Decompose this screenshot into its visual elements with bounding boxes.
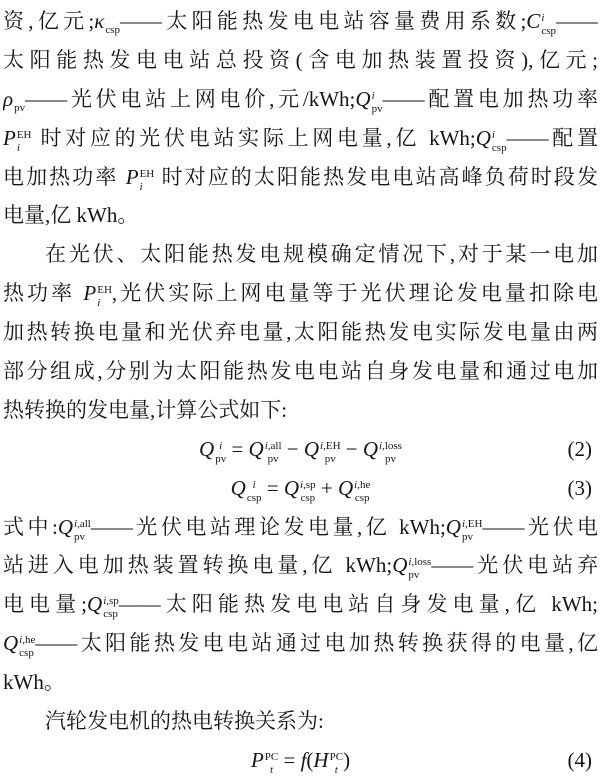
text-line xyxy=(3,546,598,585)
text-line xyxy=(3,196,598,235)
superscript: i,loss xyxy=(408,556,432,569)
equation-line xyxy=(3,741,598,780)
em-dash-rule: —— xyxy=(382,86,425,111)
superscript: i xyxy=(371,89,375,102)
text-line xyxy=(3,158,598,197)
em-dash-rule: —— xyxy=(90,514,133,539)
text-line xyxy=(3,352,598,391)
equation-body xyxy=(250,747,351,776)
text-run: 站进入电加热装置转换电量,亿 kWh; xyxy=(3,553,393,578)
text-line xyxy=(3,313,598,352)
text-line xyxy=(3,274,598,313)
text-line xyxy=(3,80,598,119)
text-run: = xyxy=(261,475,284,500)
text-run: 光伏电站弃 xyxy=(473,553,598,578)
text-line xyxy=(3,235,598,274)
text-line xyxy=(3,585,598,624)
superscript: i,loss xyxy=(379,439,402,452)
subscript: csp xyxy=(491,141,507,154)
em-dash-rule: —— xyxy=(25,86,68,111)
text-run: 太阳能热发电电站总投资(含电加热装置投资),亿元; xyxy=(3,47,598,72)
subscript: i xyxy=(97,297,101,310)
text-run: 热转换的发电量,计算公式如下: xyxy=(3,397,288,422)
text-line xyxy=(3,41,598,80)
em-dash-rule: —— xyxy=(555,9,598,33)
text-line xyxy=(3,702,598,741)
equation-body xyxy=(230,475,371,504)
subscript: csp xyxy=(300,491,316,504)
em-dash-rule: —— xyxy=(482,514,525,539)
math-symbol: Q i,all pv xyxy=(57,514,91,543)
text-line xyxy=(3,508,598,547)
math-symbol: $\kappa_{csp}$ xyxy=(94,9,121,36)
subscript: pv xyxy=(408,569,420,582)
superscript: PC xyxy=(329,750,344,763)
text-run: 电电量; xyxy=(3,592,88,617)
text-run: + xyxy=(315,475,338,500)
math-symbol: Q i,he csp xyxy=(337,475,371,504)
math-symbol: Q i,sp csp xyxy=(87,592,119,621)
math-symbol: P EH i xyxy=(83,281,112,310)
equation-number: (3) xyxy=(567,475,592,500)
text-run: 光伏电站理论发电量,亿 kWh; xyxy=(132,514,446,539)
math-symbol: Q i,loss pv xyxy=(392,553,432,582)
equation-number: (4) xyxy=(567,747,592,772)
superscript: i xyxy=(219,439,223,452)
subscript: pv xyxy=(371,102,383,115)
subscript: pv xyxy=(324,452,336,465)
subscript: pv xyxy=(267,452,279,465)
text-run: 太阳能热发电电站容量费用系数; xyxy=(162,9,527,33)
em-dash-rule: —— xyxy=(118,592,161,617)
text-run: 部分组成,分别为太阳能热发电电站自身发电量和通过电加 xyxy=(3,359,598,384)
text-column xyxy=(3,2,598,780)
subscript: csp xyxy=(246,491,262,504)
math-symbol: P EH i xyxy=(125,164,155,193)
equation-body xyxy=(199,436,402,465)
math-symbol: Q i csp xyxy=(230,475,262,504)
superscript: i,all xyxy=(264,439,282,452)
text-line xyxy=(3,663,598,702)
subscript: pv xyxy=(14,101,26,114)
text-run: 在光伏、太阳能热发电规模确定情况下,对于某一电加 xyxy=(45,242,598,267)
math-symbol: Q i csp xyxy=(475,125,507,154)
superscript: i,all xyxy=(74,517,91,530)
text-run: 光伏电站上网电价,元/kWh; xyxy=(67,86,356,111)
text-run: 汽轮发电机的热电转换关系为: xyxy=(45,709,324,734)
superscript: i,EH xyxy=(320,439,341,452)
subscript: csp xyxy=(105,24,121,36)
text-run: ,光伏实际上网电量等于光伏理论发电量扣除电 xyxy=(111,281,598,306)
superscript: i,EH xyxy=(461,517,483,530)
text-run: ( xyxy=(306,747,314,772)
math-symbol: Q i,loss pv xyxy=(362,436,402,465)
equation-line xyxy=(3,430,598,469)
subscript: pv xyxy=(215,452,227,465)
text-run: − xyxy=(281,436,304,461)
text-line xyxy=(3,2,598,41)
equation-line xyxy=(3,469,598,508)
math-symbol: P EH i xyxy=(3,125,32,154)
text-run: 式中: xyxy=(3,514,58,539)
subscript: i xyxy=(139,180,143,193)
subscript: csp xyxy=(354,491,370,504)
subscript: pv xyxy=(461,530,473,543)
subscript: i xyxy=(16,141,20,154)
equation-number: (2) xyxy=(567,436,592,461)
superscript: i,he xyxy=(19,634,36,647)
superscript: PC xyxy=(264,750,279,763)
subscript: pv xyxy=(385,452,396,465)
subscript: csp xyxy=(541,25,556,37)
math-symbol: Q i,sp csp xyxy=(283,475,316,504)
math-symbol: P PC t xyxy=(250,747,279,776)
text-run: ) xyxy=(343,747,351,772)
text-line xyxy=(3,119,598,158)
subscript: csp xyxy=(19,647,34,660)
text-run: 电加热功率 xyxy=(3,164,126,189)
math-symbol: Q i,all pv xyxy=(248,436,282,465)
math-symbol: Q i,EH pv xyxy=(445,514,483,543)
superscript: i,he xyxy=(354,478,371,491)
superscript: EH xyxy=(16,128,32,141)
superscript: EH xyxy=(139,167,155,180)
text-run: 配置 xyxy=(548,125,598,150)
text-run: 光伏电 xyxy=(524,514,598,539)
text-run: 加热转换电量和光伏弃电量,太阳能热发电实际发电量由两 xyxy=(3,320,598,345)
superscript: EH xyxy=(97,284,112,297)
subscript: t xyxy=(269,763,274,776)
superscript: i,sp xyxy=(300,478,316,491)
superscript: i xyxy=(491,128,495,141)
italic-text-run: f xyxy=(300,747,307,772)
text-run: = xyxy=(226,436,249,461)
em-dash-rule: —— xyxy=(120,9,163,33)
math-symbol: Q i,EH pv xyxy=(303,436,341,465)
text-run: 电量,亿 kWh。 xyxy=(3,203,139,228)
subscript: pv xyxy=(74,530,86,543)
text-line xyxy=(3,624,598,663)
em-dash-rule: —— xyxy=(506,125,549,150)
text-run: = xyxy=(278,747,301,772)
text-run: 太阳能热发电电站通过电加热转换获得的电量,亿 xyxy=(77,631,598,656)
subscript: csp xyxy=(103,608,118,621)
text-run: kWh。 xyxy=(3,670,65,695)
text-run: 太阳能热发电电站自身发电量,亿 kWh; xyxy=(160,592,598,617)
subscript: t xyxy=(334,763,338,776)
math-symbol: C i csp xyxy=(526,9,556,37)
text-line xyxy=(3,391,598,430)
em-dash-rule: —— xyxy=(431,553,474,578)
text-run: 时对应的光伏电站实际上网电量,亿 kWh; xyxy=(31,125,476,150)
math-symbol: Q i pv xyxy=(355,86,383,115)
text-run: − xyxy=(340,436,363,461)
text-run: 配置电加热功率 xyxy=(424,86,598,111)
text-run: 资,亿元; xyxy=(3,9,95,33)
em-dash-rule: —— xyxy=(35,631,78,656)
math-symbol: H PC t xyxy=(313,747,344,776)
superscript: i,sp xyxy=(103,595,119,608)
text-run: 热功率 xyxy=(3,281,84,306)
math-symbol: Q i pv xyxy=(199,436,227,465)
superscript: i xyxy=(541,12,545,24)
math-symbol: $\rho_{pv}$ xyxy=(3,86,26,114)
text-run: 时对应的太阳能热发电电站高峰负荷时段发 xyxy=(154,164,598,189)
math-symbol: Q i,he csp xyxy=(3,631,36,660)
superscript: i xyxy=(252,478,256,491)
